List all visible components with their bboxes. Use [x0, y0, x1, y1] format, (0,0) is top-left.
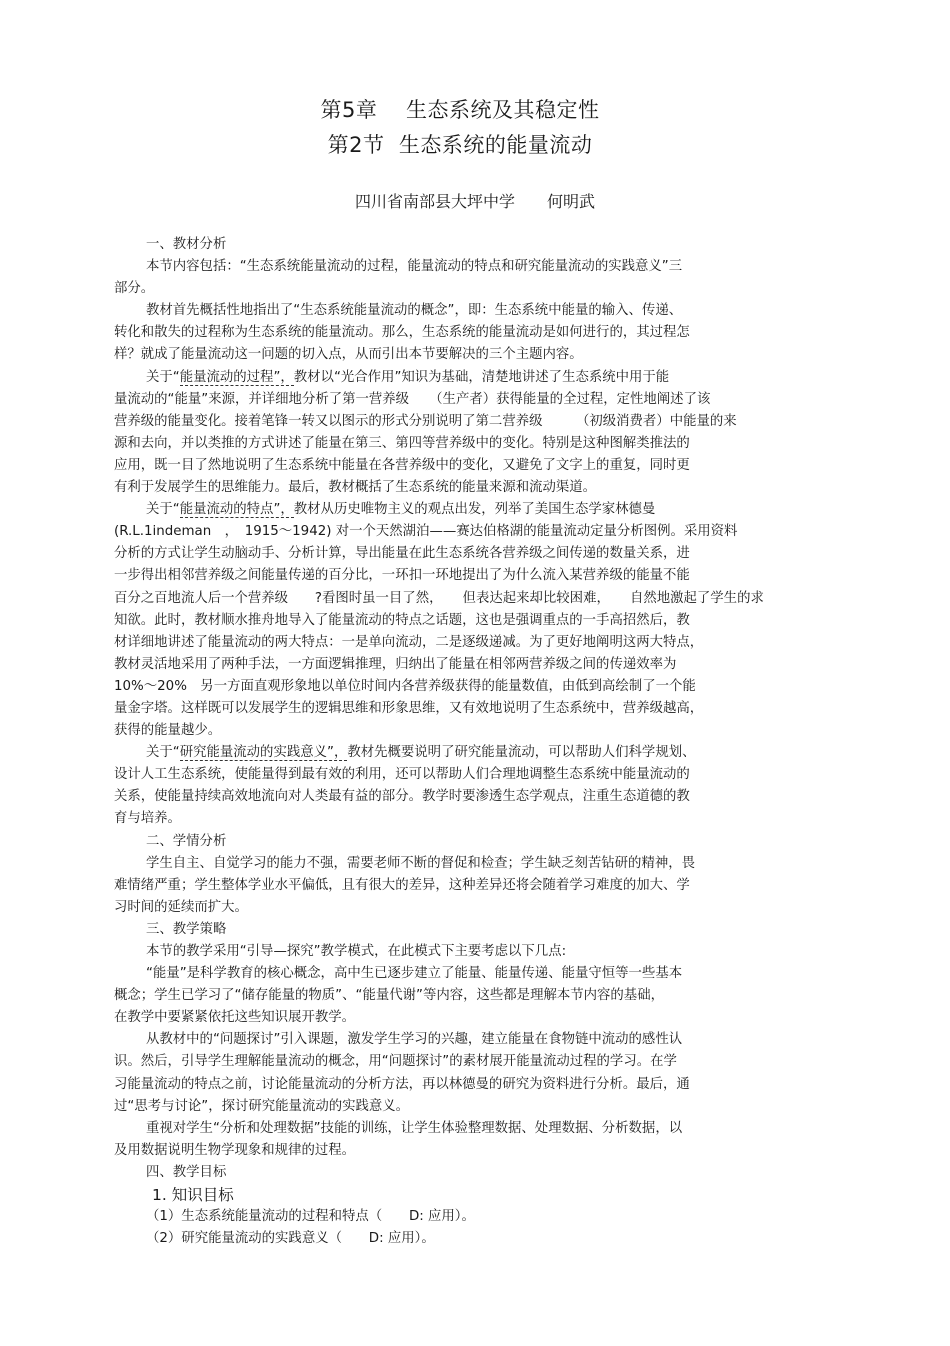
paragraph-line: 教材灵活地采用了两种手法，一方面逻辑推理，归纳出了能量在相邻两营养级之间的传递效率为 [114, 656, 677, 672]
section-heading: 四、教学目标 [146, 1164, 227, 1180]
text-run: 教材从历史唯物主义的观点出发，列举了美国生态学家林德曼 [293, 502, 656, 518]
paragraph-line: 量金字塔。这样既可以发展学生的逻辑思维和形象思维，又有效地说明了生态系统中，营养级越高， [114, 700, 704, 716]
text-run: 教材先概要说明了研究能量流动，可以帮助人们科学规划、 [347, 745, 696, 761]
paragraph-line: 本节内容包括：“生态系统能量流动的过程，能量流动的特点和研究能量流动的实践意义”三 [146, 259, 683, 275]
text-run: 教材以“光合作用”知识为基础，清楚地讲述了生态系统中用于能 [293, 369, 670, 385]
paragraph-line: 育与培养。 [114, 811, 181, 827]
text-run: 关于“ [146, 745, 180, 761]
paragraph-line: 分析的方式让学生动脑动手、分析计算，导出能量在此生态系统各营养级之间传递的数量关系，进 [114, 546, 690, 562]
paragraph-line: 习时间的延续而扩大。 [114, 899, 248, 915]
chapter-title: 第5章 生态系统及其稳定性 [320, 98, 600, 122]
section-heading: 二、学情分析 [146, 833, 227, 849]
paragraph-line: 关系，使能量持续高效地流向对人类最有益的部分。教学时要渗透生态学观点，注重生态道德的教 [114, 789, 690, 805]
list-item: （1）生态系统能量流动的过程和特点（ D: 应用）。 [146, 1209, 475, 1225]
paragraph-line: 难情绪严重；学生整体学业水平偏低，且有很大的差异，这种差异还将会随着学习难度的加大、学 [114, 877, 690, 893]
underlined-topic: 研究能量流动的实践意义”， [179, 745, 348, 761]
paragraph-line: 习能量流动的特点之前，讨论能量流动的分析方法，再以林德曼的研究为资料进行分析。最后，通 [114, 1076, 690, 1092]
paragraph-line: 过“思考与讨论”，探讨研究能量流动的实践意义。 [114, 1098, 410, 1114]
paragraph-line: 源和去向，并以类推的方式讲述了能量在第三、第四等营养级中的变化。特别是这种图解类推法的 [114, 435, 690, 451]
paragraph-line: 在教学中要紧紧依托这些知识展开教学。 [114, 1010, 356, 1026]
paragraph-line: 量流动的“能量”来源，并详细地分析了第一营养级 （生产者）获得能量的全过程，定性地阐述了该 [114, 391, 711, 407]
paragraph-line: 学生自主、自觉学习的能力不强，需要老师不断的督促和检查；学生缺乏刻苦钻研的精神，畏 [146, 855, 696, 871]
paragraph-line: 教材首先概括性地指出了“生态系统能量流动的概念”，即：生态系统中能量的输入、传递、 [146, 303, 683, 319]
paragraph-line: 设计人工生态系统，使能量得到最有效的利用，还可以帮助人们合理地调整生态系统中能量流动的 [114, 767, 690, 783]
document-body [114, 234, 834, 1250]
paragraph-line: 转化和散失的过程称为生态系统的能量流动。那么，生态系统的能量流动是如何进行的，其过程怎 [114, 325, 690, 341]
paragraph-line: 概念；学生已学习了“储存能量的物质”、“能量代谢”等内容，这些都是理解本节内容的基础， [114, 988, 664, 1004]
underlined-topic: 能量流动的过程”， [179, 369, 294, 385]
paragraph-line: 部分。 [114, 281, 155, 297]
paragraph-line: 百分之百地流人后一个营养级 ?看图时虽一目了然， 但表达起来却比较困难， 自然地激起了学生的求 [114, 590, 764, 606]
paragraph-line: 获得的能量越少。 [114, 723, 222, 739]
text-run: 关于“ [146, 502, 180, 518]
paragraph-line: 及用数据说明生物学现象和规律的过程。 [114, 1142, 356, 1158]
paragraph-line: 应用，既一目了然地说明了生态系统中能量在各营养级中的变化，又避免了文字上的重复，同时更 [114, 457, 690, 473]
underlined-topic: 能量流动的特点”， [179, 502, 294, 518]
paragraph-line: 营养级的能量变化。接着笔锋一转又以图示的形式分别说明了第二营养级 （初级消费者）中能量的来 [114, 413, 737, 429]
paragraph-line: 10%～20% 另一方面直观形象地以单位时间内各营养级获得的能量数值，由低到高绘制了一个能 [114, 678, 696, 694]
paragraph-line: 有利于发展学生的思维能力。最后，教材概括了生态系统的能量来源和流动渠道。 [114, 480, 597, 496]
section-heading: 三、教学策略 [146, 921, 227, 937]
text-run: 关于“ [146, 369, 180, 385]
paragraph-line: 一步得出相邻营养级之间能量传递的百分比，一环扣一环地提出了为什么流入某营养级的能量不能 [114, 568, 690, 584]
paragraph-line: 识。然后，引导学生理解能量流动的概念，用“问题探讨”的素材展开能量流动过程的学习。在学 [114, 1054, 677, 1070]
paragraph-line: 知欲。此时，教材顺水推舟地导入了能量流动的特点之话题，这也是强调重点的一手高招然后，教 [114, 612, 690, 628]
section-title: 第2节 生态系统的能量流动 [327, 133, 593, 157]
paragraph-line: “能量”是科学教育的核心概念，高中生已逐步建立了能量、能量传递、能量守恒等一些基本 [146, 966, 683, 982]
paragraph-line [114, 367, 834, 389]
paragraph-line: 材详细地讲述了能量流动的两大特点：一是单向流动，二是逐级递减。为了更好地阐明这两大特点， [114, 634, 704, 650]
subsection-heading: 1. 知识目标 [152, 1186, 234, 1205]
paragraph-line [114, 742, 834, 764]
paragraph-line [114, 499, 834, 521]
section-heading: 一、教材分析 [146, 237, 227, 252]
paragraph-line: 本节的教学采用“引导—探究”教学模式，在此模式下主要考虑以下几点: [146, 944, 567, 959]
paragraph-line: 从教材中的“问题探讨”引入课题，激发学生学习的兴趣，建立能量在食物链中流动的感性认 [146, 1032, 683, 1048]
list-item: （2）研究能量流动的实践意义（ D: 应用）。 [146, 1231, 435, 1247]
paragraph-line: (R.L.1indeman ， 1915～1942) 对一个天然湖泊——赛达伯格湖的能量流动定量分析图例。采用资料 [114, 524, 738, 540]
paragraph-line: 样？就成了能量流动这一问题的切入点，从而引出本节要解决的三个主题内容。 [114, 347, 583, 363]
author-line: 四川省南部县大坪中学 何明武 [354, 192, 595, 211]
paragraph-line: 重视对学生“分析和处理数据”技能的训练，让学生体验整理数据、处理数据、分析数据，以 [146, 1120, 683, 1136]
